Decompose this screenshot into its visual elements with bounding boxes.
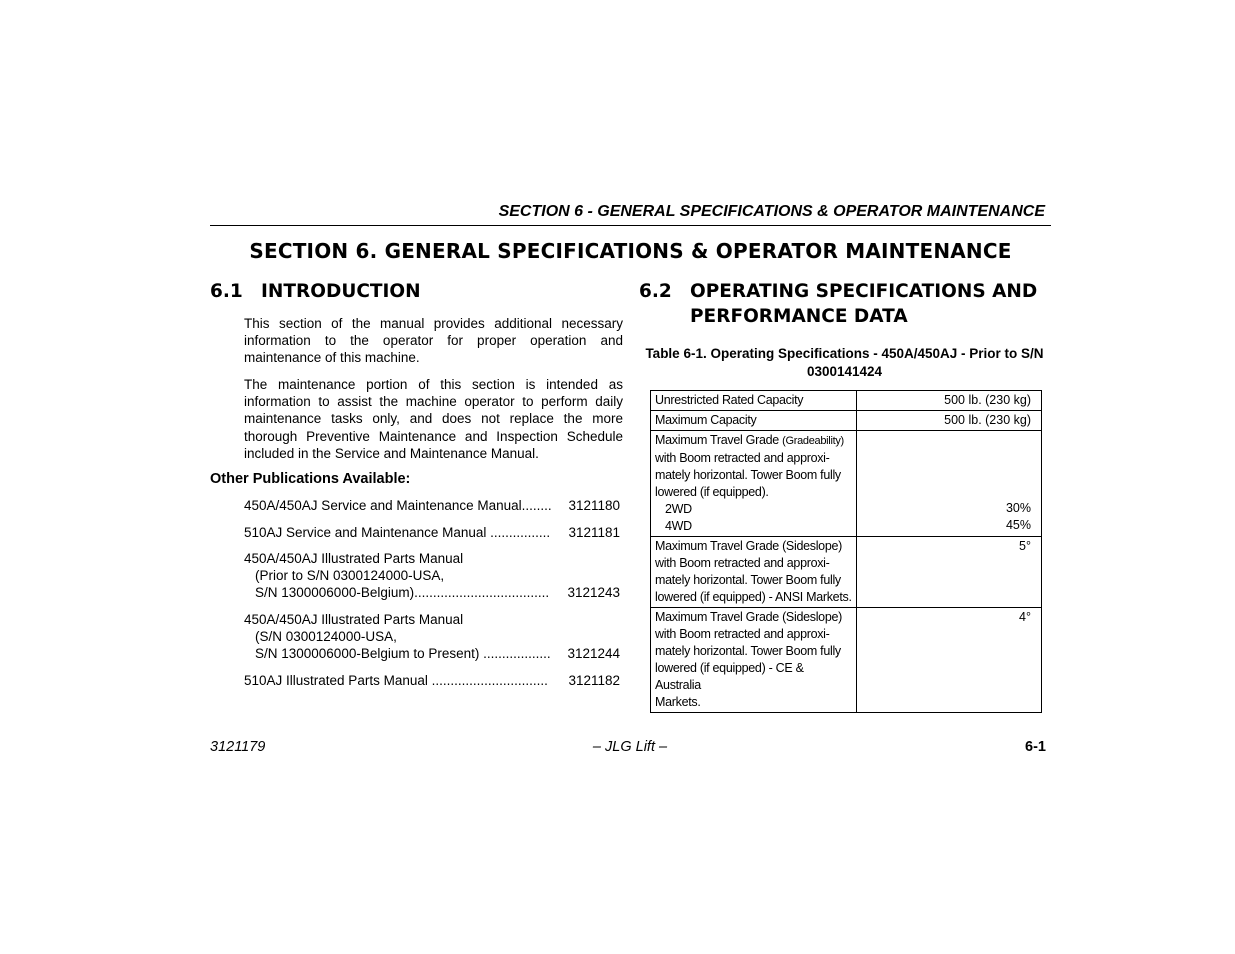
spec-value xyxy=(857,431,1042,537)
spec-sublabel: 2WD xyxy=(665,502,692,516)
publication-number: 3121244 xyxy=(567,646,620,662)
spec-label-line: lowered (if equipped) - ANSI Markets. xyxy=(655,590,852,604)
spec-value: 5° xyxy=(857,537,1042,608)
spec-label-line: mately horizontal. Tower Boom fully xyxy=(655,468,841,482)
heading-introduction xyxy=(210,279,610,304)
table-row xyxy=(651,411,1042,431)
publication-item xyxy=(244,672,620,689)
spec-label-line: Maximum Travel Grade (Sideslope) xyxy=(655,539,842,553)
running-header xyxy=(210,203,1051,226)
table-row xyxy=(651,431,1042,537)
spec-value: 500 lb. (230 kg) xyxy=(857,391,1042,411)
publication-subtitle: S/N 1300006000-Belgium to Present) .................. xyxy=(255,646,551,662)
publication-item xyxy=(244,550,620,602)
spec-subvalue: 45% xyxy=(1005,518,1031,532)
footer-doc-number: 3121179 xyxy=(210,739,266,755)
spec-label-main: Maximum Travel Grade xyxy=(655,433,779,447)
spec-label xyxy=(651,431,857,537)
spec-label-line: with Boom retracted and approxi- xyxy=(655,627,830,641)
publication-title: 510AJ Illustrated Parts Manual ............................... xyxy=(244,673,548,688)
publication-title: 510AJ Service and Maintenance Manual ................ xyxy=(244,525,551,540)
publication-title: 450A/450AJ Illustrated Parts Manual xyxy=(244,612,464,627)
publication-subtitle: (Prior to S/N 0300124000-USA, xyxy=(255,568,445,584)
spec-subvalue: 30% xyxy=(1005,501,1031,515)
spec-label-line: mately horizontal. Tower Boom fully xyxy=(655,573,841,587)
specifications-table xyxy=(650,390,1042,713)
spec-label: Maximum Capacity xyxy=(651,411,857,431)
spec-label-line: with Boom retracted and approxi- xyxy=(655,556,830,570)
table-row xyxy=(651,608,1042,713)
publication-item xyxy=(244,611,620,663)
publication-number: 3121243 xyxy=(567,585,620,601)
spec-label xyxy=(651,608,857,713)
other-publications-heading: Other Publications Available: xyxy=(210,471,411,487)
spec-value: 4° xyxy=(857,608,1042,713)
spec-label: Unrestricted Rated Capacity xyxy=(651,391,857,411)
publication-number: 3121182 xyxy=(568,673,620,688)
publication-title: 450A/450AJ Service and Maintenance Manual........ xyxy=(244,498,552,513)
section-title: SECTION 6. GENERAL SPECIFICATIONS & OPERATOR MAINTENANCE xyxy=(249,239,1012,263)
heading-number: 6.1 xyxy=(210,281,243,302)
publication-number: 3121180 xyxy=(568,498,620,513)
heading-text: INTRODUCTION xyxy=(261,281,421,302)
publication-subtitle: (S/N 0300124000-USA, xyxy=(255,629,397,645)
footer-page-number: 6-1 xyxy=(1025,739,1046,755)
spec-label xyxy=(651,537,857,608)
publication-item xyxy=(244,497,620,514)
heading-operating-specifications xyxy=(639,279,1054,329)
table-row xyxy=(651,391,1042,411)
table-caption-line-2: 0300141424 xyxy=(806,363,883,379)
spec-label-line: lowered (if equipped) - CE & Australia xyxy=(655,661,804,692)
spec-label-line: with Boom retracted and approxi- xyxy=(655,451,830,465)
intro-paragraph-2: The maintenance portion of this section is intended as information to assist the machine operator to perform daily maintenance tasks only, and does not replace the more thorough Preventive Maintenance and Inspection Schedule included in the Service and Maintenance Manual. xyxy=(244,377,623,461)
footer-publisher: – JLG Lift – xyxy=(592,739,668,755)
spec-label-line: mately horizontal. Tower Boom fully xyxy=(655,644,841,658)
heading-text-line-2: PERFORMANCE DATA xyxy=(690,306,908,327)
spec-label-note: (Gradeability) xyxy=(782,435,844,447)
spec-label-line: Maximum Travel Grade (Sideslope) xyxy=(655,610,842,624)
table-row xyxy=(651,537,1042,608)
heading-text-line-1: OPERATING SPECIFICATIONS AND xyxy=(690,281,1038,302)
publication-title: 450A/450AJ Illustrated Parts Manual xyxy=(244,551,464,566)
publication-subtitle: S/N 1300006000-Belgium).................................... xyxy=(255,585,550,601)
spec-sublabel: 4WD xyxy=(665,519,692,533)
spec-value: 500 lb. (230 kg) xyxy=(857,411,1042,431)
table-caption xyxy=(635,345,1054,380)
intro-paragraph-1: This section of the manual provides additional necessary information to the operator for proper operation and maintenance of this machine. xyxy=(244,316,623,366)
table-caption-line-1: Table 6-1. Operating Specifications - 450A/450AJ - Prior to S/N xyxy=(645,346,1044,361)
heading-number: 6.2 xyxy=(639,281,672,302)
spec-label-line: lowered (if equipped). xyxy=(655,485,769,499)
spec-label-line: Markets. xyxy=(655,695,701,709)
publication-item xyxy=(244,524,620,541)
running-header-title: SECTION 6 - GENERAL SPECIFICATIONS & OPERATOR MAINTENANCE xyxy=(498,203,1045,220)
publication-number: 3121181 xyxy=(568,525,620,540)
